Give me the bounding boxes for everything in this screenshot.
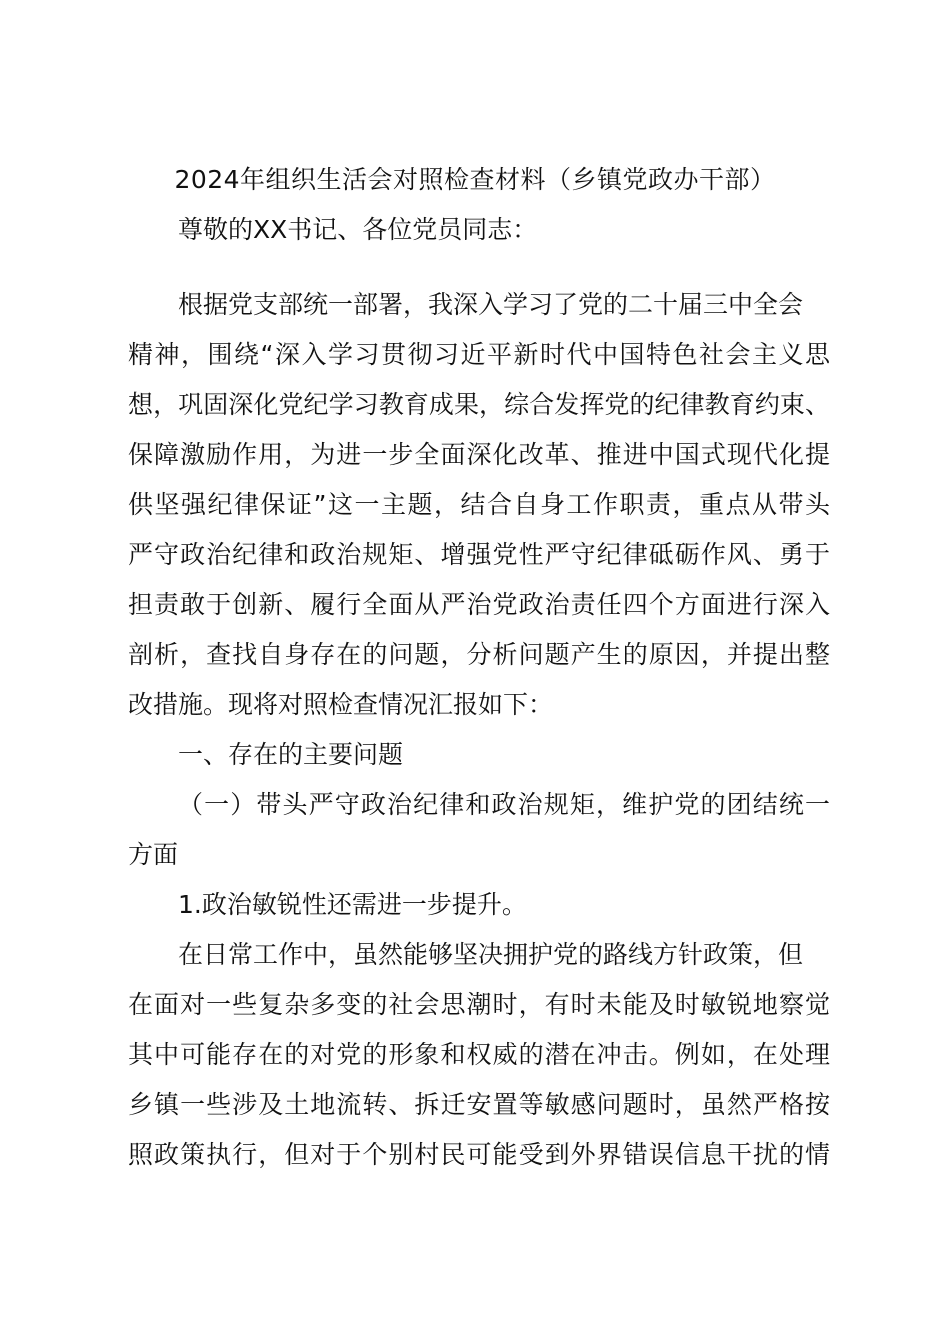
subsection-heading: 方面: [128, 840, 179, 869]
subsection-heading: （一）带头严守政治纪律和政治规矩，维护党的团结统一: [178, 790, 830, 819]
paragraph-line: 根据党支部统一部署，我深入学习了党的二十届三中全会: [178, 290, 804, 319]
paragraph-line: 乡镇一些涉及土地流转、拆迁安置等敏感问题时，虽然严格按: [128, 1090, 830, 1119]
paragraph-line: 改措施。现将对照检查情况汇报如下：: [128, 690, 554, 719]
item-heading: 1.政治敏锐性还需进一步提升。: [178, 890, 527, 919]
paragraph-line: 在日常工作中，虽然能够坚决拥护党的路线方针政策，但: [178, 940, 804, 969]
paragraph-line: 保障激励作用，为进一步全面深化改革、推进中国式现代化提: [128, 440, 830, 469]
paragraph-line: 担责敢于创新、履行全面从严治党政治责任四个方面进行深入: [128, 590, 830, 619]
paragraph-line: 供坚强纪律保证”这一主题，结合自身工作职责，重点从带头: [128, 490, 830, 519]
paragraph-line: 剖析，查找自身存在的问题，分析问题产生的原因，并提出整: [128, 640, 830, 669]
paragraph-line: 严守政治纪律和政治规矩、增强党性严守纪律砥砺作风、勇于: [128, 540, 830, 569]
paragraph-line: 在面对一些复杂多变的社会思潮时，有时未能及时敏锐地察觉: [128, 990, 830, 1019]
paragraph-line: 精神，围绕“深入学习贯彻习近平新时代中国特色社会主义思: [128, 340, 830, 369]
paragraph-line: 想，巩固深化党纪学习教育成果，综合发挥党的纪律教育约束、: [128, 390, 830, 419]
paragraph-line: 其中可能存在的对党的形象和权威的潜在冲击。例如，在处理: [128, 1040, 830, 1069]
paragraph-line: 照政策执行，但对于个别村民可能受到外界错误信息干扰的情: [128, 1140, 830, 1169]
section-heading: 一、存在的主要问题: [178, 740, 404, 769]
document-title: 2024年组织生活会对照检查材料（乡镇党政办干部）: [174, 165, 776, 194]
salutation: 尊敬的XX书记、各位党员同志：: [178, 215, 538, 244]
